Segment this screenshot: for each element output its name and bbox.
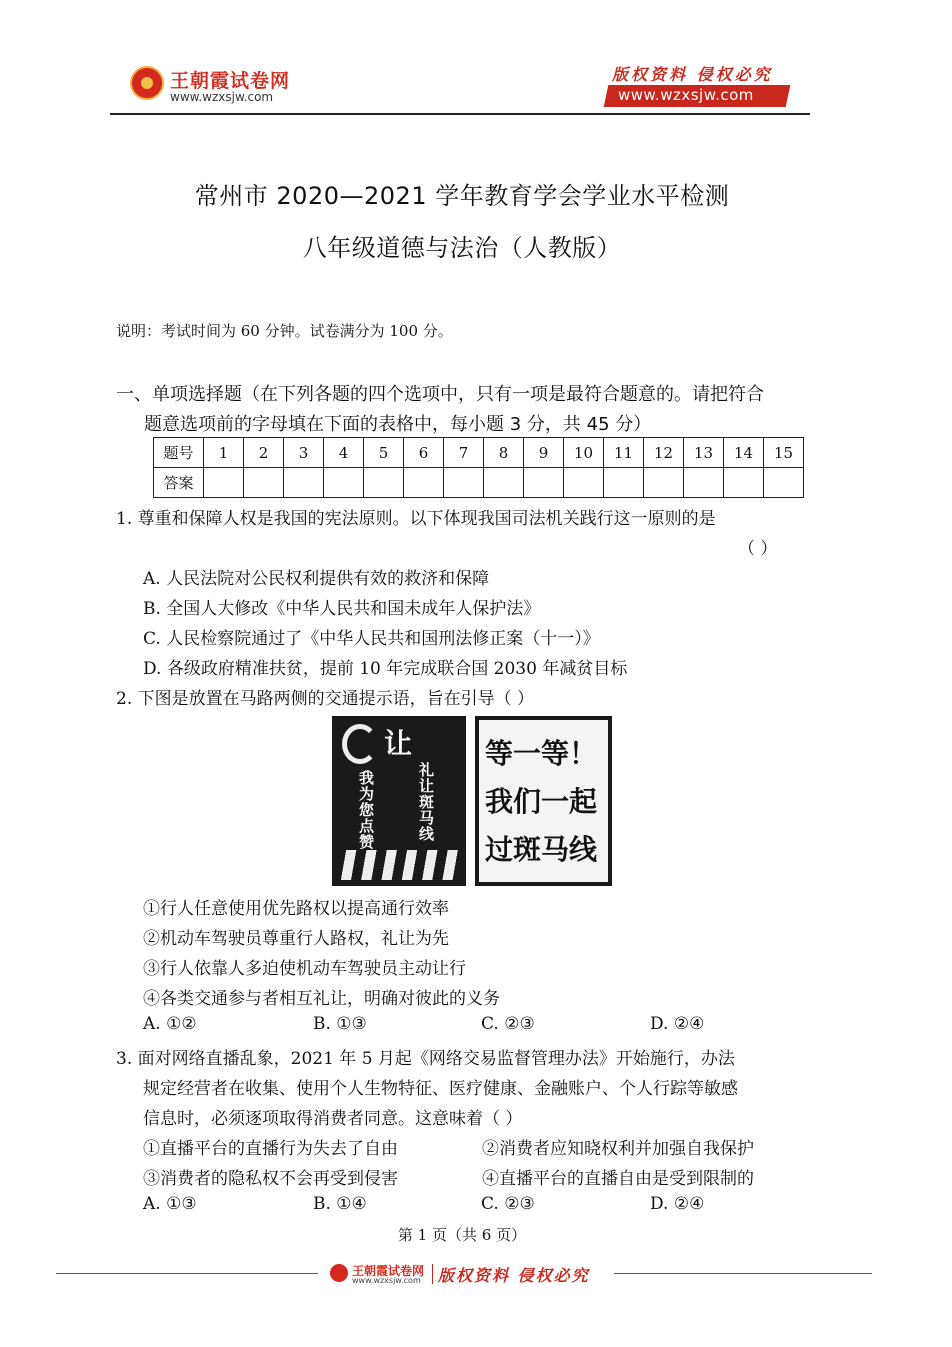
site-logo-icon (130, 66, 164, 100)
answer-cell[interactable] (364, 468, 404, 498)
answer-cell[interactable] (524, 468, 564, 498)
section-heading-cont: 题意选项前的字母填在下面的表格中，每小题 3 分，共 45 分） (144, 414, 652, 435)
zebra-stripes-graphic (336, 850, 462, 880)
q2-stem: 2. 下图是放置在马路两侧的交通提示语，旨在引导（ ） (116, 689, 535, 709)
question-number-cell: 8 (484, 438, 524, 468)
question-number-cell: 12 (644, 438, 684, 468)
answer-cell[interactable] (764, 468, 804, 498)
exam-note: 说明：考试时间为 60 分钟。试卷满分为 100 分。 (116, 322, 453, 340)
exam-subtitle: 八年级道德与法治（人教版） (302, 234, 622, 262)
row-label-answer: 答案 (154, 468, 204, 498)
swirl-icon (342, 724, 378, 764)
question-number-cell: 1 (204, 438, 244, 468)
brand-name: 王朝霞试卷网 (170, 70, 291, 92)
q1-option-c: C. 人民检察院通过了《中华人民共和国刑法修正案（十一）》 (143, 629, 600, 649)
q2-choice-c: C. ②③ (481, 1014, 535, 1034)
sign-left-col1: 礼让斑马线 (417, 762, 435, 842)
q3-choice-d: D. ②④ (650, 1194, 705, 1214)
answer-cell[interactable] (484, 468, 524, 498)
q3-stem-line3: 信息时，必须逐项取得消费者同意。这意味着（ ） (143, 1109, 523, 1129)
question-number-cell: 2 (244, 438, 284, 468)
footer-brand-name: 王朝霞试卷网 (352, 1264, 425, 1278)
q1-option-d: D. 各级政府精准扶贫，提前 10 年完成联合国 2030 年减贫目标 (143, 659, 628, 679)
sign-left-col2: 我为您点赞 (357, 770, 375, 850)
footer-logo-icon (330, 1264, 348, 1282)
answer-cell[interactable] (724, 468, 764, 498)
q1-option-b: B. 全国人大修改《中华人民共和国未成年人保护法》 (143, 599, 541, 619)
answer-cell[interactable] (684, 468, 724, 498)
answer-cell[interactable] (284, 468, 324, 498)
question-number-cell: 15 (764, 438, 804, 468)
answer-cell[interactable] (604, 468, 644, 498)
q3-statement-3: ③消费者的隐私权不会再受到侵害 (143, 1169, 398, 1189)
question-number-cell: 6 (404, 438, 444, 468)
copyright-notice: 版权资料 侵权必究 (612, 65, 773, 84)
answer-table-number-row (154, 438, 804, 468)
answer-cell[interactable] (324, 468, 364, 498)
q1-answer-blank: （ ） (738, 539, 778, 559)
q3-choice-a: A. ①③ (143, 1194, 197, 1214)
question-number-cell: 13 (684, 438, 724, 468)
footer-brand-url: www.wzxsjw.com (352, 1276, 421, 1285)
q2-choice-d: D. ②④ (650, 1014, 705, 1034)
answer-cell[interactable] (564, 468, 604, 498)
q3-choice-c: C. ②③ (481, 1194, 535, 1214)
question-number-cell: 3 (284, 438, 324, 468)
footer-rule-right (614, 1273, 872, 1274)
header-divider (110, 113, 810, 115)
section-heading: 一、单项选择题（在下列各题的四个选项中，只有一项是最符合题意的。请把符合 (116, 384, 764, 405)
q3-statement-1: ①直播平台的直播行为失去了自由 (143, 1139, 398, 1159)
answer-cell[interactable] (404, 468, 444, 498)
sign-left-big-char: 让 (384, 727, 413, 760)
answer-cell[interactable] (244, 468, 284, 498)
question-number-cell: 14 (724, 438, 764, 468)
sign-right-line1: 等一等！ (485, 737, 598, 770)
footer-copyright: 版权资料 侵权必究 (438, 1266, 590, 1285)
q3-stem-line1: 3. 面对网络直播乱象，2021 年 5 月起《网络交易监督管理办法》开始施行，办法 (116, 1049, 735, 1069)
url-banner-text: www.wzxsjw.com (618, 86, 754, 104)
q2-statement-4: ④各类交通参与者相互礼让，明确对彼此的义务 (143, 989, 500, 1009)
question-number-cell: 10 (564, 438, 604, 468)
q2-choice-b: B. ①③ (313, 1014, 367, 1034)
brand-url: www.wzxsjw.com (170, 90, 274, 104)
answer-cell[interactable] (204, 468, 244, 498)
question-number-cell: 4 (324, 438, 364, 468)
page-number: 第 1 页（共 6 页） (397, 1226, 527, 1244)
question-number-cell: 11 (604, 438, 644, 468)
footer-rule-left (56, 1273, 318, 1274)
question-number-cell: 7 (444, 438, 484, 468)
row-label-number: 题号 (154, 438, 204, 468)
q3-stem-line2: 规定经营者在收集、使用个人生物特征、医疗健康、金融账户、个人行踪等敏感 (143, 1079, 738, 1099)
q2-statement-1: ①行人任意使用优先路权以提高通行效率 (143, 899, 449, 919)
exam-title: 常州市 2020—2021 学年教育学会学业水平检测 (194, 182, 730, 210)
q3-statement-2: ②消费者应知晓权利并加强自我保护 (482, 1139, 754, 1159)
answer-table (153, 437, 804, 498)
q2-choice-a: A. ①② (143, 1014, 197, 1034)
answer-cell[interactable] (444, 468, 484, 498)
question-number-cell: 9 (524, 438, 564, 468)
answer-cell[interactable] (644, 468, 684, 498)
footer-divider (432, 1264, 433, 1284)
q2-statement-2: ②机动车驾驶员尊重行人路权，礼让为先 (143, 929, 449, 949)
sign-right-line2: 我们一起 (485, 785, 598, 818)
q2-statement-3: ③行人依靠人多迫使机动车驾驶员主动让行 (143, 959, 466, 979)
answer-table-answer-row (154, 468, 804, 498)
q3-choice-b: B. ①④ (313, 1194, 367, 1214)
q1-stem: 1. 尊重和保障人权是我国的宪法原则。以下体现我国司法机关践行这一原则的是 (116, 509, 716, 529)
question-number-cell: 5 (364, 438, 404, 468)
q1-option-a: A. 人民法院对公民权利提供有效的救济和保障 (143, 569, 490, 589)
q3-statement-4: ④直播平台的直播自由是受到限制的 (482, 1169, 754, 1189)
sign-right-line3: 过斑马线 (485, 833, 598, 866)
